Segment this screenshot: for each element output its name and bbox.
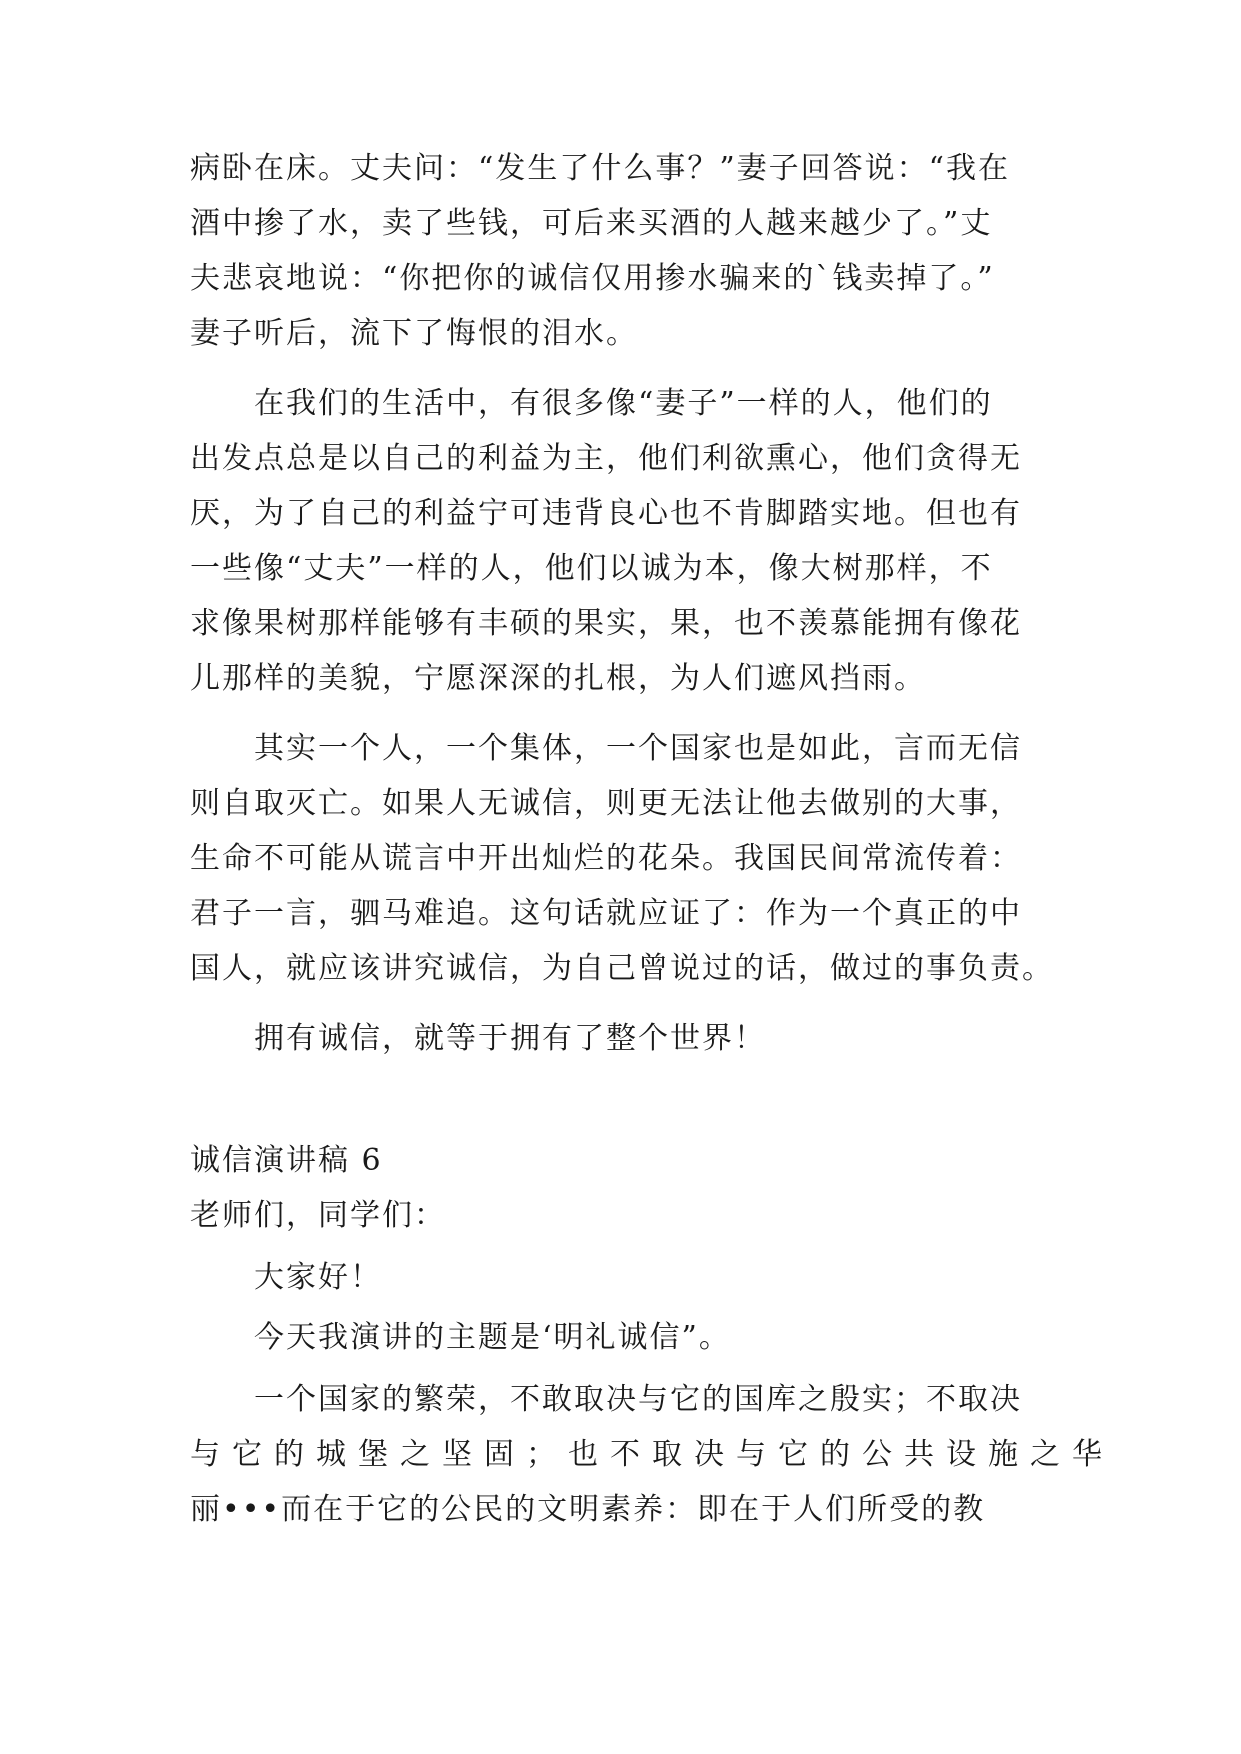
paragraph-line: 妻子听后，流下了悔恨的泪水。 xyxy=(190,316,638,351)
paragraph-line: 君子一言，驷马难追。这句话就应证了：作为一个真正的中 xyxy=(190,896,1022,931)
paragraph-line: 丽•••而在于它的公民的文明素养：即在于人们所受的教 xyxy=(190,1492,986,1527)
paragraph-line: 酒中掺了水，卖了些钱，可后来买酒的人越来越少了。”丈 xyxy=(190,206,993,241)
paragraph-line: 儿那样的美貌，宁愿深深的扎根，为人们遮风挡雨。 xyxy=(190,661,926,696)
speech-topic-line: 今天我演讲的主题是‘明礼诚信”。 xyxy=(254,1320,731,1355)
paragraph-line: 病卧在床。丈夫问：“发生了什么事？”妻子回答说：“我在 xyxy=(190,151,1011,186)
paragraph-line: 夫悲哀地说：“你把你的诚信仅用掺水骗来的`钱卖掉了。” xyxy=(190,261,995,296)
paragraph-line: 生命不可能从谎言中开出灿烂的花朵。我国民间常流传着： xyxy=(190,841,1022,876)
section-title: 诚信演讲稿 6 xyxy=(190,1143,383,1178)
paragraph-line: 则自取灭亡。如果人无诚信，则更无法让他去做别的大事， xyxy=(190,786,1022,821)
greeting: 大家好！ xyxy=(254,1260,382,1295)
paragraph-line: 国人，就应该讲究诚信，为自己曾说过的话，做过的事负责。 xyxy=(190,951,1054,986)
paragraph-first-line: 在我们的生活中，有很多像“妻子”一样的人，他们的 xyxy=(254,386,993,421)
paragraph-line: 一些像“丈夫”一样的人，他们以诚为本，像大树那样，不 xyxy=(190,551,993,586)
paragraph-first-line: 其实一个人，一个集体，一个国家也是如此，言而无信 xyxy=(254,731,1022,766)
paragraph-line: 求像果树那样能够有丰硕的果实，果，也不羡慕能拥有像花 xyxy=(190,606,1022,641)
paragraph-line: 出发点总是以自己的利益为主，他们利欲熏心，他们贪得无 xyxy=(190,441,1022,476)
paragraph-line: 与它的城堡之坚固；也不取决与它的公共设施之华 xyxy=(190,1437,1114,1472)
paragraph-first-line: 拥有诚信，就等于拥有了整个世界！ xyxy=(254,1021,766,1056)
salutation: 老师们，同学们： xyxy=(190,1198,446,1233)
paragraph-first-line: 一个国家的繁荣，不敢取决与它的国库之殷实；不取决 xyxy=(254,1382,1022,1417)
paragraph-line: 厌，为了自己的利益宁可违背良心也不肯脚踏实地。但也有 xyxy=(190,496,1022,531)
